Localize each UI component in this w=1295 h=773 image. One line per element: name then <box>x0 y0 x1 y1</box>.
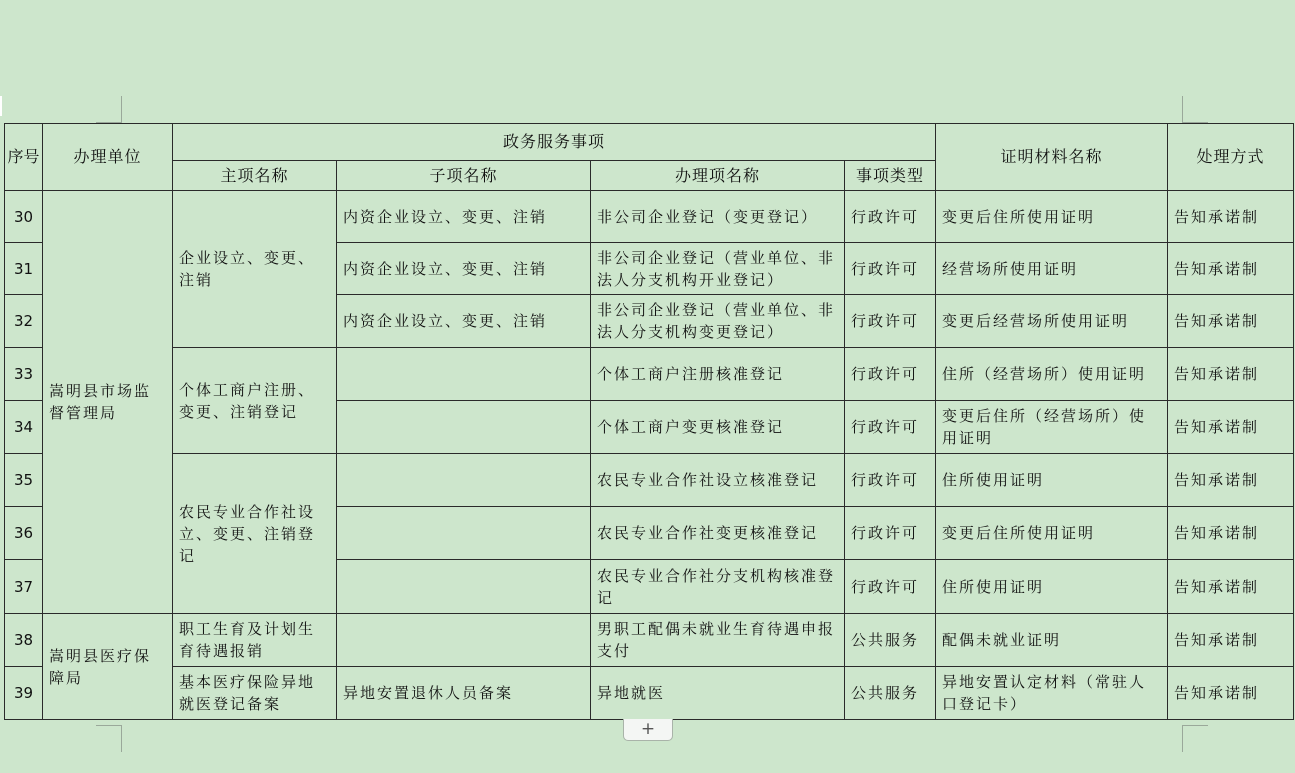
main-item-cell: 农民专业合作社设立、变更、注销登记 <box>173 454 337 614</box>
item-type-cell: 行政许可 <box>845 295 936 348</box>
header-seq: 序号 <box>5 124 43 191</box>
table-row <box>5 191 1294 243</box>
row-number: 34 <box>5 401 43 454</box>
row-number: 39 <box>5 667 43 720</box>
margin-marker <box>0 96 2 116</box>
row-number: 30 <box>5 191 43 243</box>
row-number: 33 <box>5 348 43 401</box>
main-item-cell: 企业设立、变更、注销 <box>173 191 337 348</box>
row-number: 35 <box>5 454 43 507</box>
row-number: 38 <box>5 614 43 667</box>
item-type-cell: 行政许可 <box>845 560 936 614</box>
method-cell: 告知承诺制 <box>1168 191 1294 243</box>
method-cell: 告知承诺制 <box>1168 560 1294 614</box>
sub-item-cell: 内资企业设立、变更、注销 <box>337 191 591 243</box>
main-item-cell: 职工生育及计划生育待遇报销 <box>173 614 337 667</box>
header-proof: 证明材料名称 <box>936 124 1168 191</box>
header-main-item: 主项名称 <box>173 161 337 191</box>
sub-item-cell <box>337 454 591 507</box>
header-sub-item: 子项名称 <box>337 161 591 191</box>
proof-cell: 变更后经营场所使用证明 <box>936 295 1168 348</box>
method-cell: 告知承诺制 <box>1168 401 1294 454</box>
sub-item-cell <box>337 614 591 667</box>
add-row-button[interactable]: + <box>623 719 673 741</box>
header-row-1 <box>5 124 1294 161</box>
handle-item-cell: 异地就医 <box>591 667 845 720</box>
row-number: 32 <box>5 295 43 348</box>
item-type-cell: 行政许可 <box>845 243 936 295</box>
sub-item-cell <box>337 507 591 560</box>
table-row <box>5 348 1294 401</box>
method-cell: 告知承诺制 <box>1168 614 1294 667</box>
crop-mark-bottom-right <box>1182 726 1183 752</box>
method-cell: 告知承诺制 <box>1168 243 1294 295</box>
main-item-cell: 基本医疗保险异地就医登记备案 <box>173 667 337 720</box>
item-type-cell: 行政许可 <box>845 507 936 560</box>
handle-item-cell: 非公司企业登记（营业单位、非法人分支机构开业登记） <box>591 243 845 295</box>
table-row <box>5 454 1294 507</box>
proof-cell: 住所使用证明 <box>936 454 1168 507</box>
method-cell: 告知承诺制 <box>1168 348 1294 401</box>
handle-item-cell: 个体工商户变更核准登记 <box>591 401 845 454</box>
item-type-cell: 公共服务 <box>845 614 936 667</box>
sub-item-cell: 内资企业设立、变更、注销 <box>337 295 591 348</box>
sub-item-cell: 异地安置退休人员备案 <box>337 667 591 720</box>
header-item-type: 事项类型 <box>845 161 936 191</box>
item-type-cell: 行政许可 <box>845 348 936 401</box>
sub-item-cell <box>337 348 591 401</box>
item-type-cell: 行政许可 <box>845 191 936 243</box>
header-service-group: 政务服务事项 <box>173 124 936 161</box>
crop-mark-top-left <box>121 96 122 122</box>
crop-mark-bottom-left <box>121 726 122 752</box>
header-unit: 办理单位 <box>43 124 173 191</box>
table-row <box>5 667 1294 720</box>
proof-cell: 住所（经营场所）使用证明 <box>936 348 1168 401</box>
header-method: 处理方式 <box>1168 124 1294 191</box>
table-row <box>5 614 1294 667</box>
row-number: 36 <box>5 507 43 560</box>
handle-item-cell: 非公司企业登记（变更登记） <box>591 191 845 243</box>
method-cell: 告知承诺制 <box>1168 507 1294 560</box>
proof-cell: 配偶未就业证明 <box>936 614 1168 667</box>
method-cell: 告知承诺制 <box>1168 295 1294 348</box>
proof-cell: 变更后住所（经营场所）使用证明 <box>936 401 1168 454</box>
handle-item-cell: 非公司企业登记（营业单位、非法人分支机构变更登记） <box>591 295 845 348</box>
header-handle-item: 办理项名称 <box>591 161 845 191</box>
method-cell: 告知承诺制 <box>1168 454 1294 507</box>
crop-mark-bottom-left <box>96 725 122 726</box>
item-type-cell: 行政许可 <box>845 454 936 507</box>
proof-cell: 变更后住所使用证明 <box>936 507 1168 560</box>
crop-mark-bottom-right <box>1182 725 1208 726</box>
sub-item-cell <box>337 560 591 614</box>
item-type-cell: 公共服务 <box>845 667 936 720</box>
main-item-cell: 个体工商户注册、变更、注销登记 <box>173 348 337 454</box>
unit-cell: 嵩明县市场监督管理局 <box>43 191 173 614</box>
handle-item-cell: 男职工配偶未就业生育待遇申报支付 <box>591 614 845 667</box>
proof-cell: 经营场所使用证明 <box>936 243 1168 295</box>
proof-cell: 变更后住所使用证明 <box>936 191 1168 243</box>
crop-mark-top-right <box>1182 96 1183 122</box>
unit-cell: 嵩明县医疗保障局 <box>43 614 173 720</box>
service-items-table <box>4 123 1294 720</box>
row-number: 31 <box>5 243 43 295</box>
row-number: 37 <box>5 560 43 614</box>
sub-item-cell <box>337 401 591 454</box>
handle-item-cell: 农民专业合作社设立核准登记 <box>591 454 845 507</box>
proof-cell: 住所使用证明 <box>936 560 1168 614</box>
proof-cell: 异地安置认定材料（常驻人口登记卡） <box>936 667 1168 720</box>
method-cell: 告知承诺制 <box>1168 667 1294 720</box>
item-type-cell: 行政许可 <box>845 401 936 454</box>
sub-item-cell: 内资企业设立、变更、注销 <box>337 243 591 295</box>
handle-item-cell: 个体工商户注册核准登记 <box>591 348 845 401</box>
handle-item-cell: 农民专业合作社变更核准登记 <box>591 507 845 560</box>
handle-item-cell: 农民专业合作社分支机构核准登记 <box>591 560 845 614</box>
